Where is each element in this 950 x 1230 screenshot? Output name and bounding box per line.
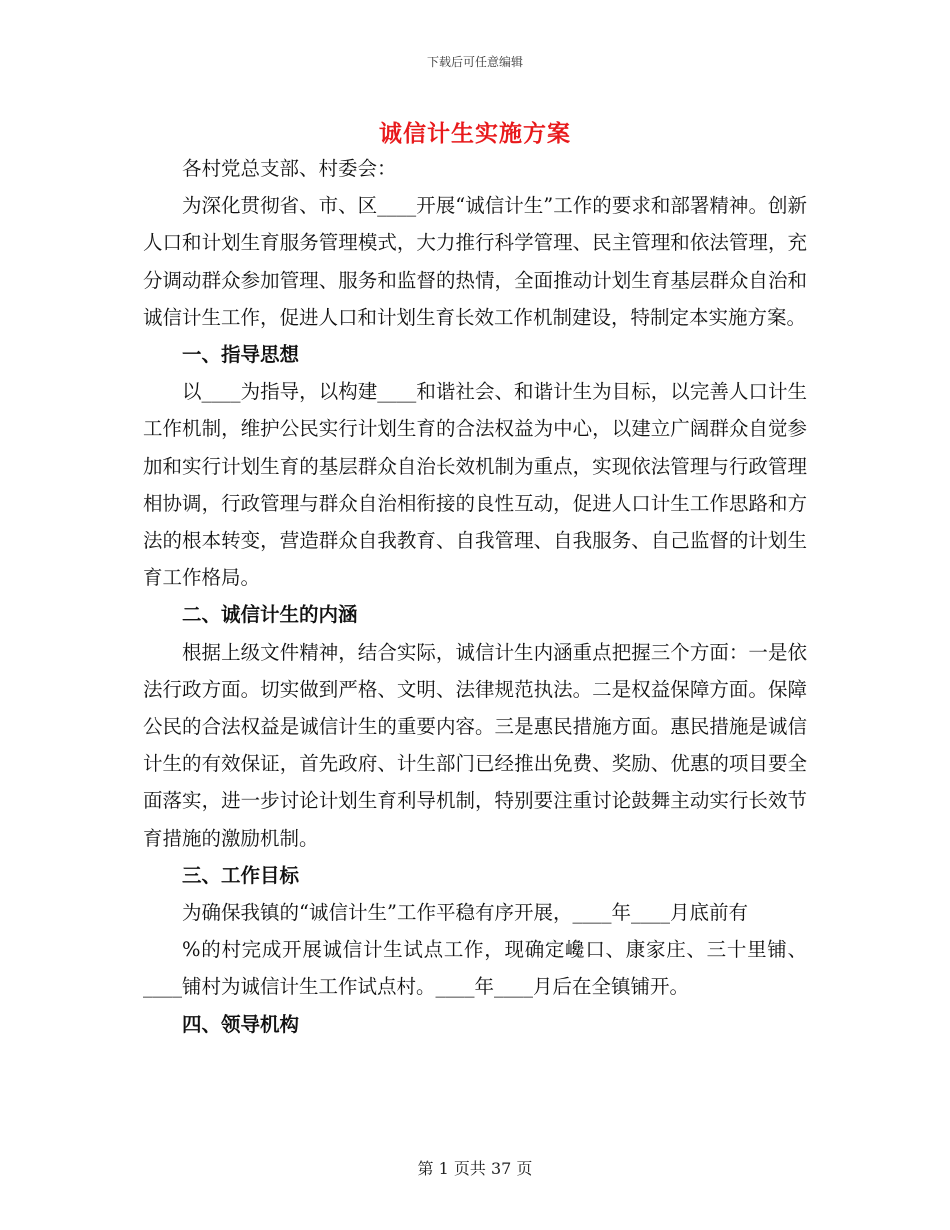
section-heading-2: 二、诚信计生的内涵 (182, 603, 358, 627)
section-paragraph-2: 根据上级文件精神，结合实际，诚信计生内涵重点把握三个方面：一是依法行政方面。切实做到严格、文明、法律规范执法。二是权益保障方面。保障公民的合法权益是诚信计生的重要内容。三是惠民措施方面。惠民措施是诚信计生的有效保证，首先政府、计生部门已经推出免费、奖励、优惠的项目要全面落实，进一步讨论计划生育利导机制，特别要注重讨论鼓舞主动实行长效节育措施的激励机制。 (143, 640, 807, 850)
section-paragraph-3b: %的村完成开展诚信计生试点工作，现确定巉口、康家庄、三十里铺、____铺村为诚信计生工作试点村。____年____月后在全镇铺开。 (143, 938, 807, 999)
section-paragraph-3a: 为确保我镇的“诚信计生”工作平稳有序开展，____年____月底前有 (182, 901, 748, 925)
section-heading-3: 三、工作目标 (182, 863, 300, 887)
page-header-note: 下载后可任意编辑 (426, 55, 523, 69)
section-paragraph-1: 以____为指导，以构建____和谐社会、和谐计生为目标，以完善人口计生工作机制，维护公民实行计划生育的合法权益为中心，以建立广阔群众自觉参加和实行计划生育的基层群众自治长效机制为重点，实现依法管理与行政管理相协调，行政管理与群众自治相衔接的良性互动，促进人口计生工作思路和方法的根本转变，营造群众自我教育、自我管理、自我服务、自己监督的计划生育工作格局。 (143, 380, 807, 590)
document-title: 诚信计生实施方案 (379, 120, 571, 147)
section-heading-4: 四、领导机构 (182, 1012, 300, 1036)
salutation: 各村党总支部、村委会： (182, 157, 397, 180)
document-body (143, 150, 807, 1043)
intro-paragraph: 为深化贯彻省、市、区____开展“诚信计生”工作的要求和部署精神。创新人口和计划生育服务管理模式，大力推行科学管理、民主管理和依法管理，充分调动群众参加管理、服务和监督的热情，全面推动计划生育基层群众自治和诚信计生工作，促进人口和计划生育长效工作机制建设，特制定本实施方案。 (143, 194, 807, 329)
page-footer: 第 1 页共 37 页 (417, 1159, 533, 1178)
section-heading-1: 一、指导思想 (182, 343, 300, 367)
